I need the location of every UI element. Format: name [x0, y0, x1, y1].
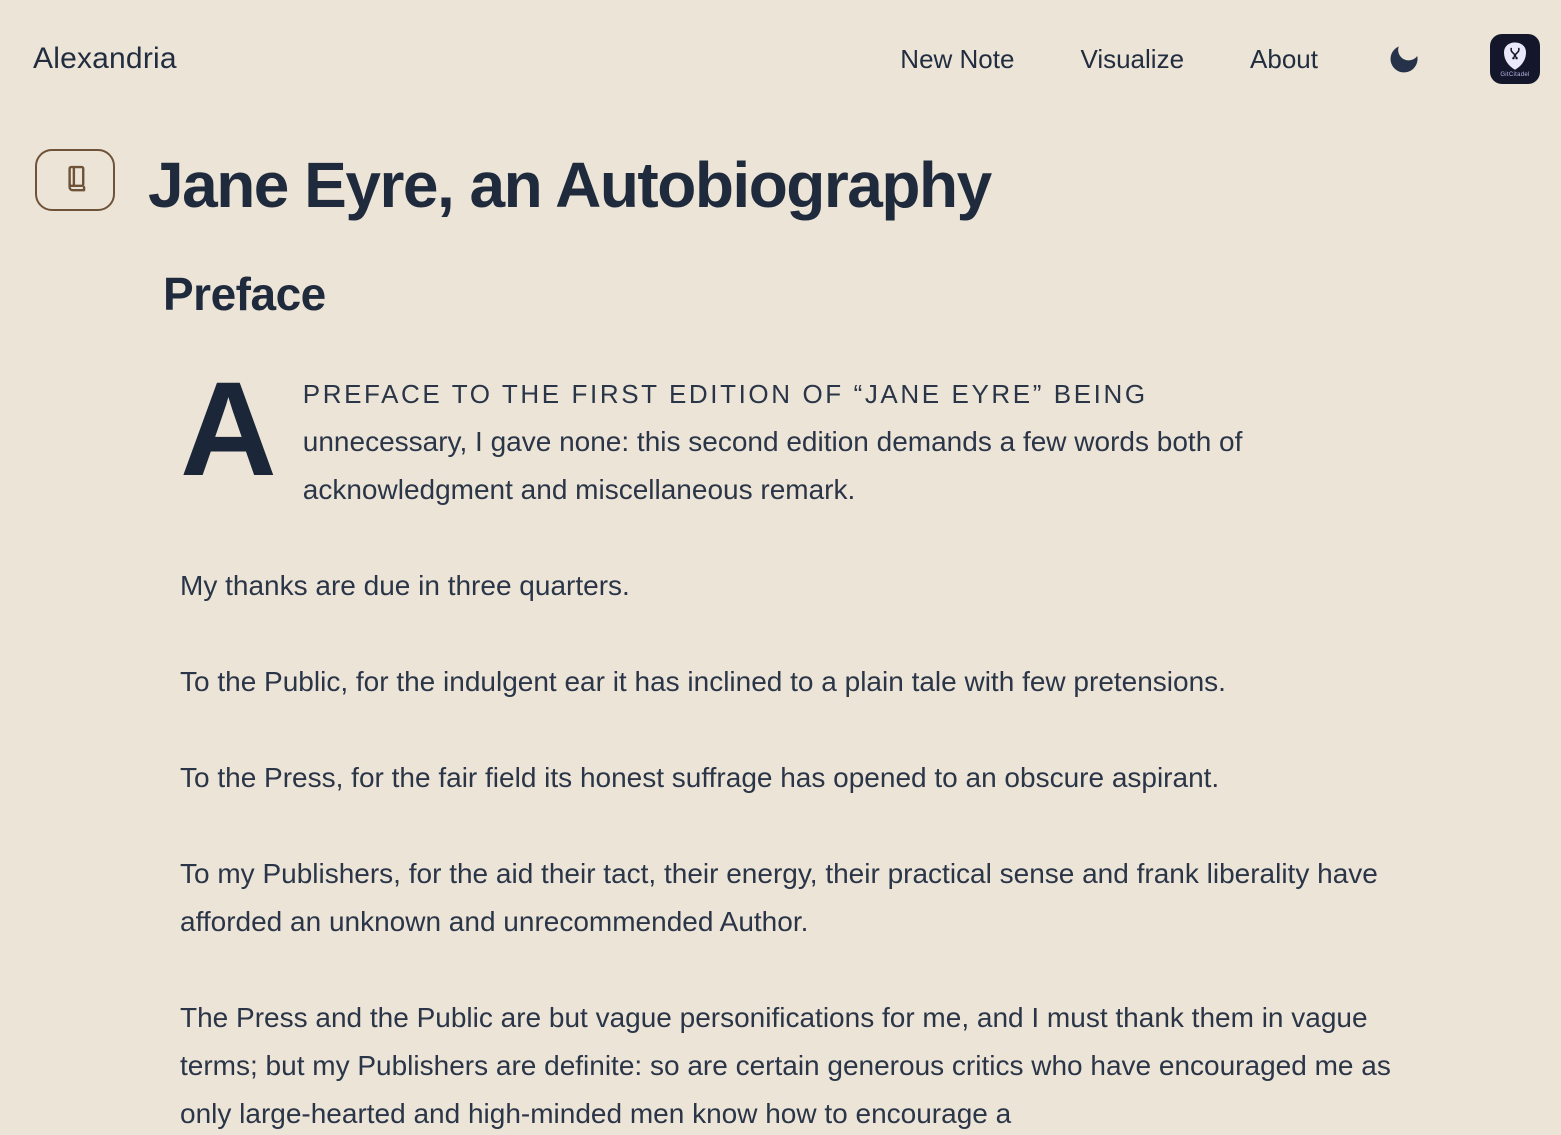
paragraph-first	[180, 355, 1445, 514]
app-logo[interactable]: Alexandria	[33, 42, 177, 75]
paragraph: The Press and the Public are but vague personifications for me, and I must thank them in vague terms; but my Publishers are definite: so are certain generous critics who have encouraged me as only large-hearted and high-minded men know how to encourage a	[180, 1002, 1391, 1129]
nav-new-note[interactable]: New Note	[900, 43, 1015, 74]
avatar-label: GitCitadel	[1500, 72, 1530, 78]
nav-visualize[interactable]: Visualize	[1080, 43, 1185, 74]
page-title: Jane Eyre, an Autobiography	[148, 149, 991, 221]
paragraph: To my Publishers, for the aid their tact, their energy, their practical sense and frank liberality have afforded an unknown and unrecommended Author.	[180, 858, 1378, 937]
library-button[interactable]	[35, 149, 115, 211]
theme-toggle-button[interactable]	[1384, 39, 1424, 79]
main-nav	[900, 34, 1540, 84]
paragraph-text: unnecessary, I gave none: this second edition demands a few words both of acknowledgment and miscellaneous remark.	[302, 426, 1243, 505]
paragraph: To the Public, for the indulgent ear it has inclined to a plain tale with few pretensions.	[180, 666, 1226, 697]
account-avatar-button[interactable]	[1490, 34, 1540, 84]
top-bar	[0, 0, 1561, 84]
article	[0, 150, 1561, 1135]
owl-icon	[1502, 41, 1528, 71]
first-line-caps: PREFACE TO THE FIRST EDITION OF “JANE EYRE” BEING	[302, 379, 1148, 409]
paragraph: My thanks are due in three quarters.	[180, 570, 630, 601]
paragraph: To the Press, for the fair field its honest suffrage has opened to an obscure aspirant.	[180, 762, 1220, 793]
moon-icon	[1386, 41, 1422, 77]
book-icon	[58, 162, 92, 199]
nav-about[interactable]: About	[1250, 43, 1318, 74]
drop-cap: A	[180, 355, 277, 504]
section-heading: Preface	[163, 268, 326, 320]
